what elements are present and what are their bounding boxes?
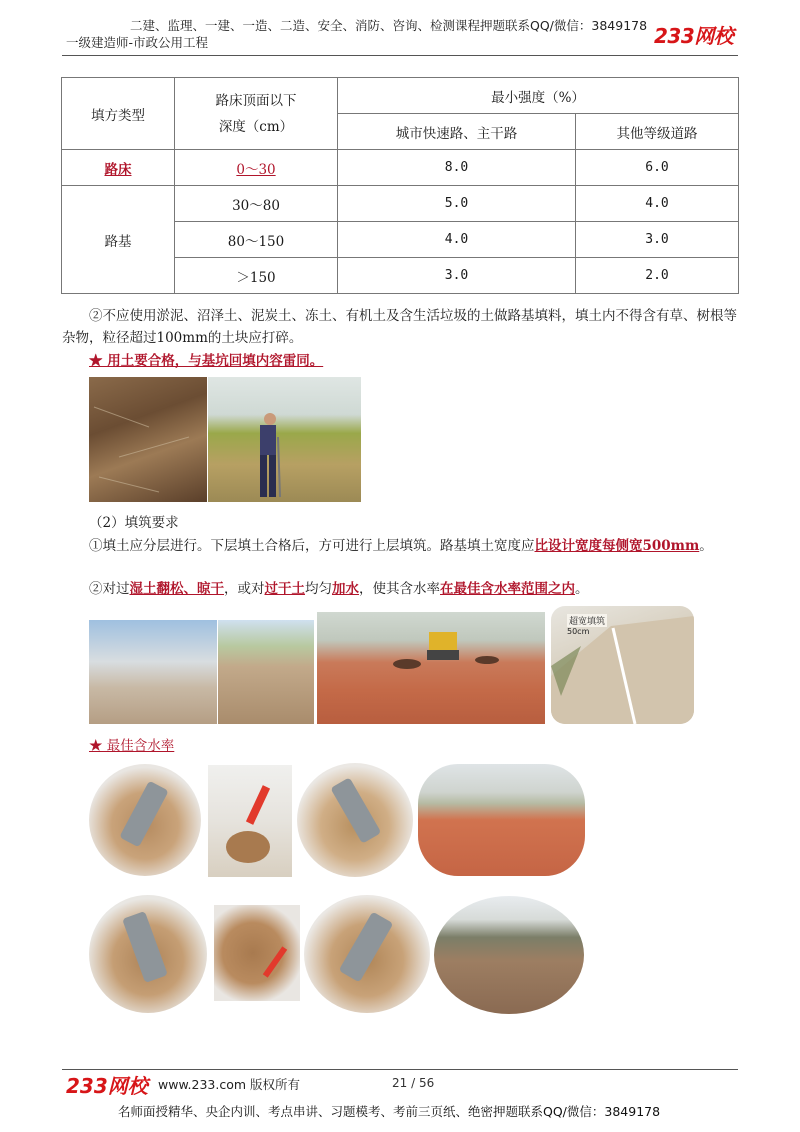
fill1-text: ①填土应分层进行。下层填土合格后，方可进行上层填筑。路基填土宽度应 <box>89 538 535 554</box>
cell-type: 路床 <box>62 150 175 186</box>
paragraph-layered-fill <box>62 535 740 557</box>
fill2-text-e: 均匀 <box>305 581 332 597</box>
footer-logo: 233网校 <box>66 1074 148 1098</box>
photo-dusty-road <box>89 620 217 724</box>
photo-label-widening: 超宽填筑 <box>567 614 607 627</box>
fill2-highlight-range: 在最佳含水率范围之内 <box>440 581 575 597</box>
header-subject: 一级建造师-市政公用工程 <box>66 35 209 50</box>
cell-type: 路基 <box>62 186 175 294</box>
photo-moisture-test-3 <box>297 763 413 877</box>
col-header-depth-line1: 路床顶面以下 <box>215 92 297 109</box>
cell-value-other: 2.0 <box>576 258 739 294</box>
fill2-text-a: ②对过 <box>89 581 130 597</box>
fill2-text-c: ，或对 <box>224 581 265 597</box>
photo-tilled-soil <box>218 620 314 724</box>
cell-value-expressway: 3.0 <box>338 258 576 294</box>
page-number: 21 / 56 <box>392 1076 435 1090</box>
fill2-highlight-dry: 过干土 <box>264 581 305 597</box>
cell-value-expressway: 4.0 <box>338 222 576 258</box>
table-row <box>62 186 739 222</box>
header-logo: 233网校 <box>654 24 734 48</box>
photo-label-width: 50cm <box>567 627 590 636</box>
note-optimum-moisture: ★ 最佳含水率 <box>89 738 175 754</box>
photo-moisture-test-5 <box>214 905 300 1001</box>
footer-site: www.233.com 版权所有 <box>158 1077 300 1092</box>
header-divider <box>62 55 738 56</box>
photo-moisture-test-2 <box>208 765 292 877</box>
photo-worker-field <box>208 377 361 502</box>
cell-value-expressway: 8.0 <box>338 150 576 186</box>
cell-depth: 80～150 <box>175 222 338 258</box>
photo-widened-fill <box>551 606 694 724</box>
photo-moisture-test-6 <box>304 895 430 1013</box>
fill1-highlight: 比设计宽度每侧宽500mm <box>534 538 700 554</box>
footer-divider <box>62 1069 738 1070</box>
col-header-depth <box>175 78 338 150</box>
fill2-text-i: 。 <box>575 581 589 597</box>
fill2-text-g: ，使其含水率 <box>359 581 440 597</box>
header-contact-line: 二建、监理、一建、一造、二造、安全、消防、咨询、检测课程押题联系QQ/微信：3849178 <box>130 18 648 33</box>
col-header-depth-line2: 深度（cm） <box>218 118 294 135</box>
table-row <box>62 150 739 186</box>
photo-moisture-test-4 <box>89 895 207 1013</box>
paragraph-unsuitable-soil: ②不应使用淤泥、沼泽土、泥炭土、冻土、有机土及含生活垃圾的土做路基填料，填土内不得含有草、树根等杂物，粒径超过100mm的土块应打碎。 <box>62 308 737 346</box>
cell-value-expressway: 5.0 <box>338 186 576 222</box>
photo-soil-ground <box>89 377 207 502</box>
sub-header-other: 其他等级道路 <box>576 114 739 150</box>
section-fill-requirements: （2）填筑要求 <box>89 515 179 531</box>
col-header-fill-type: 填方类型 <box>62 78 175 150</box>
fill1-end: 。 <box>699 538 713 554</box>
photo-watered-road <box>418 764 585 876</box>
footer-contact-line: 名师面授精华、央企内训、考点串讲、习题模考、考前三页纸、绝密押题联系QQ/微信：3849178 <box>118 1104 661 1119</box>
cell-depth: 0～30 <box>175 150 338 186</box>
fill2-highlight-water: 加水 <box>332 581 359 597</box>
paragraph-moisture <box>62 578 740 600</box>
sub-header-expressway: 城市快速路、主干路 <box>338 114 576 150</box>
group-header-min-strength: 最小强度（%） <box>338 78 739 114</box>
cell-value-other: 4.0 <box>576 186 739 222</box>
fill2-highlight-wet: 湿土翻松、晾干 <box>129 581 224 597</box>
cell-value-other: 6.0 <box>576 150 739 186</box>
photo-compacted-site <box>434 896 584 1014</box>
photo-moisture-test-1 <box>89 764 201 876</box>
cell-value-other: 3.0 <box>576 222 739 258</box>
photo-roller-watering <box>317 612 545 724</box>
note-soil-quality: ★ 用土要合格，与基坑回填内容雷同。 <box>89 353 324 369</box>
min-strength-table <box>61 77 739 294</box>
cell-depth: 30～80 <box>175 186 338 222</box>
cell-depth: ＞150 <box>175 258 338 294</box>
